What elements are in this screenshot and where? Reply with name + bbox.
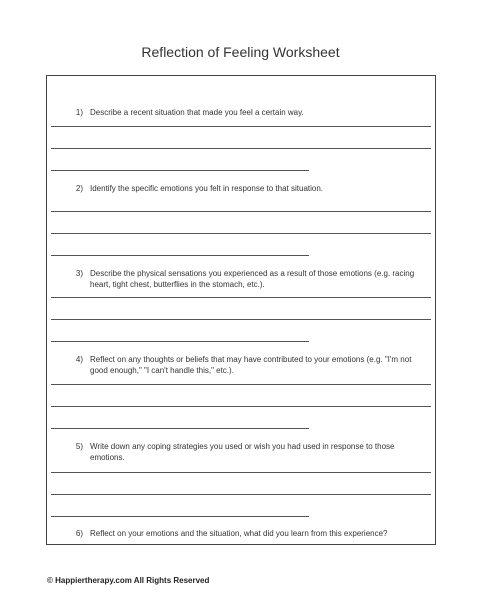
answer-line[interactable] [51, 126, 431, 127]
question-6 [69, 528, 424, 539]
page-title: Reflection of Feeling Worksheet [141, 44, 340, 60]
question-number: 3) [75, 269, 83, 278]
worksheet-frame [46, 75, 436, 545]
answer-line[interactable] [51, 170, 309, 171]
question-text: Describe the physical sensations you experienced as a result of those emotions (e.g. racing heart, tight chest, butterflies in the stomach, etc.). [90, 269, 415, 289]
answer-line[interactable] [51, 472, 431, 473]
question-text: Write down any coping strategies you used or wish you had used in response to those emotions. [90, 442, 395, 462]
question-number: 4) [75, 355, 83, 364]
question-number: 2) [75, 184, 83, 193]
question-number: 5) [75, 442, 83, 451]
question-text: Reflect on any thoughts or beliefs that may have contributed to your emotions (e.g. "I'm not good enough," "I can't handle this," etc.). [90, 355, 412, 375]
answer-line[interactable] [51, 494, 431, 495]
question-text: Identify the specific emotions you felt in response to that situation. [90, 184, 324, 193]
answer-line[interactable] [51, 341, 309, 342]
answer-line[interactable] [51, 406, 431, 407]
answer-line[interactable] [51, 428, 309, 429]
question-number: 6) [75, 529, 83, 538]
copyright-footer: © Happiertherapy.com All Rights Reserved [47, 576, 210, 585]
question-number: 1) [75, 108, 83, 117]
answer-line[interactable] [51, 384, 431, 385]
answer-line[interactable] [51, 319, 431, 320]
question-text: Reflect on your emotions and the situation, what did you learn from this experience? [90, 529, 388, 538]
answer-line[interactable] [51, 297, 431, 298]
question-4 [69, 354, 424, 376]
answer-line[interactable] [51, 233, 431, 234]
question-3 [69, 268, 424, 290]
question-5 [69, 441, 424, 463]
question-text: Describe a recent situation that made you feel a certain way. [90, 108, 304, 117]
question-1 [69, 107, 424, 118]
answer-line[interactable] [51, 516, 309, 517]
answer-line[interactable] [51, 148, 431, 149]
answer-line[interactable] [51, 255, 309, 256]
answer-line[interactable] [51, 211, 431, 212]
question-2 [69, 183, 424, 194]
